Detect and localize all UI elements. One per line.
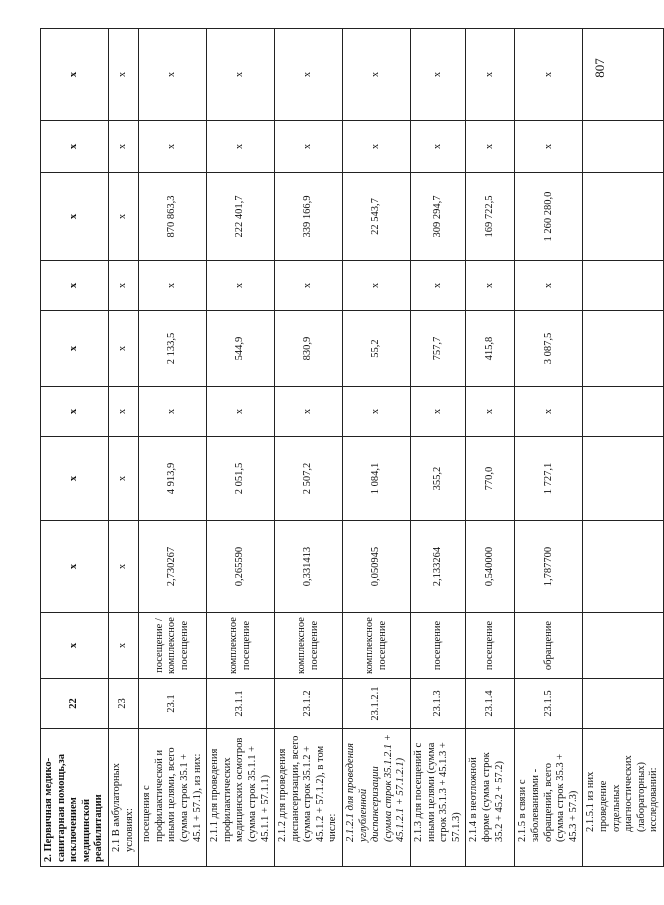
- unit-cell: посещение / комплексное посещение: [139, 613, 207, 679]
- table-row: [207, 29, 275, 867]
- value-cell: х: [275, 121, 343, 173]
- value-cell: х: [207, 261, 275, 311]
- value-cell: х: [343, 29, 411, 121]
- page-number: 807: [591, 58, 607, 78]
- row-name-cell: 2.1.2.1 для проведения углубленной диспансеризации (сумма строк 35.1.2.1 + 45.1.2.1 + 57.1.2.1): [343, 729, 411, 867]
- value-cell: х: [41, 121, 109, 173]
- value-cell: 222 401,7: [207, 173, 275, 261]
- value-cell: х: [41, 29, 109, 121]
- value-cell: х: [411, 387, 466, 437]
- unit-cell: посещение: [411, 613, 466, 679]
- value-cell: х: [139, 261, 207, 311]
- value-cell: 870 863,3: [139, 173, 207, 261]
- table-row: [275, 29, 343, 867]
- table-row: [41, 29, 109, 867]
- row-name-cell: 2.1.4 в неотложной форме (сумма строк 35.2 + 45.2 + 57.2): [466, 729, 515, 867]
- value-cell: х: [466, 261, 515, 311]
- value-cell: х: [515, 121, 583, 173]
- value-cell: х: [343, 261, 411, 311]
- value-cell: 55,2: [343, 311, 411, 387]
- value-cell: х: [108, 311, 138, 387]
- row-code-cell: 23.1.1: [207, 679, 275, 729]
- value-cell: 770,0: [466, 437, 515, 521]
- row-code-cell: 23.1.5: [515, 679, 583, 729]
- table-row: [411, 29, 466, 867]
- row-name-cell: 2.1.2 для проведения диспансеризации, всего (сумма строк 35.1.2 + 45.1.2 + 57.1.2), в том числе:: [275, 729, 343, 867]
- value-cell: х: [108, 387, 138, 437]
- value-cell: х: [108, 521, 138, 613]
- row-name-cell: 2.1.5.1 из них проведение отдельных диагностических (лабораторных) исследований:: [583, 729, 664, 867]
- value-cell: х: [275, 387, 343, 437]
- row-name-cell: посещения с профилактической и иными целями, всего (сумма строк 35.1 + 45.1 + 57.1), из них:: [139, 729, 207, 867]
- value-cell: х: [275, 29, 343, 121]
- table-row: [583, 29, 664, 867]
- value-cell: х: [41, 311, 109, 387]
- value-cell: х: [411, 29, 466, 121]
- value-cell: [583, 173, 664, 261]
- value-cell: х: [108, 261, 138, 311]
- table-body: [41, 29, 664, 867]
- value-cell: 0,265590: [207, 521, 275, 613]
- row-code-cell: 23: [108, 679, 138, 729]
- row-name-cell: 2. Первичная медико-санитарная помощь,за исключением медицинской реабилитации: [41, 729, 109, 867]
- tariff-table: [40, 28, 664, 867]
- value-cell: х: [515, 261, 583, 311]
- value-cell: [583, 261, 664, 311]
- row-name-cell: 2.1.5 в связи с заболеваниями - обращений, всего (сумма строк 35.3 + 45.3 + 57.3): [515, 729, 583, 867]
- table-row: [466, 29, 515, 867]
- value-cell: х: [515, 29, 583, 121]
- row-code-cell: 22: [41, 679, 109, 729]
- value-cell: х: [41, 261, 109, 311]
- row-code-cell: 23.1.2: [275, 679, 343, 729]
- value-cell: [583, 121, 664, 173]
- value-cell: 4 913,9: [139, 437, 207, 521]
- value-cell: х: [108, 121, 138, 173]
- value-cell: х: [207, 121, 275, 173]
- value-cell: 0,331413: [275, 521, 343, 613]
- value-cell: х: [41, 437, 109, 521]
- value-cell: х: [139, 387, 207, 437]
- value-cell: 2 051,5: [207, 437, 275, 521]
- value-cell: 1 084,1: [343, 437, 411, 521]
- value-cell: 355,2: [411, 437, 466, 521]
- value-cell: 0,540000: [466, 521, 515, 613]
- value-cell: 2 133,5: [139, 311, 207, 387]
- value-cell: х: [411, 121, 466, 173]
- table-row: [515, 29, 583, 867]
- value-cell: [583, 521, 664, 613]
- value-cell: 830,9: [275, 311, 343, 387]
- table-row: [139, 29, 207, 867]
- unit-cell: х: [108, 613, 138, 679]
- value-cell: х: [41, 387, 109, 437]
- value-cell: х: [41, 521, 109, 613]
- unit-cell: комплексное посещение: [207, 613, 275, 679]
- value-cell: [583, 387, 664, 437]
- value-cell: х: [343, 121, 411, 173]
- value-cell: х: [139, 29, 207, 121]
- value-cell: х: [207, 29, 275, 121]
- value-cell: х: [466, 121, 515, 173]
- value-cell: 22 543,7: [343, 173, 411, 261]
- row-code-cell: 23.1.3: [411, 679, 466, 729]
- value-cell: х: [343, 387, 411, 437]
- value-cell: [583, 437, 664, 521]
- row-name-cell: 2.1 В амбулаторных условиях:: [108, 729, 138, 867]
- value-cell: х: [108, 29, 138, 121]
- value-cell: х: [466, 387, 515, 437]
- value-cell: х: [207, 387, 275, 437]
- value-cell: х: [41, 173, 109, 261]
- value-cell: 1,787700: [515, 521, 583, 613]
- value-cell: 2,133264: [411, 521, 466, 613]
- row-name-cell: 2.1.1 для проведения профилактических медицинских осмотров (сумма строк 35.1.1 + 45.1.1 + 57.1.1): [207, 729, 275, 867]
- value-cell: 415,8: [466, 311, 515, 387]
- value-cell: 339 166,9: [275, 173, 343, 261]
- unit-cell: обращение: [515, 613, 583, 679]
- value-cell: 1 260 280,0: [515, 173, 583, 261]
- row-code-cell: [583, 679, 664, 729]
- unit-cell: комплексное посещение: [275, 613, 343, 679]
- value-cell: [583, 311, 664, 387]
- unit-cell: комплексное посещение: [343, 613, 411, 679]
- table-row: [108, 29, 138, 867]
- row-code-cell: 23.1.2.1: [343, 679, 411, 729]
- value-cell: 309 294,7: [411, 173, 466, 261]
- table-row: [343, 29, 411, 867]
- value-cell: 2,730267: [139, 521, 207, 613]
- value-cell: х: [108, 173, 138, 261]
- row-code-cell: 23.1: [139, 679, 207, 729]
- unit-cell: [583, 613, 664, 679]
- value-cell: х: [515, 387, 583, 437]
- value-cell: 2 507,2: [275, 437, 343, 521]
- value-cell: х: [466, 29, 515, 121]
- value-cell: 544,9: [207, 311, 275, 387]
- value-cell: 1 727,1: [515, 437, 583, 521]
- unit-cell: х: [41, 613, 109, 679]
- value-cell: 0,050945: [343, 521, 411, 613]
- value-cell: 3 087,5: [515, 311, 583, 387]
- row-code-cell: 23.1.4: [466, 679, 515, 729]
- value-cell: 169 722,5: [466, 173, 515, 261]
- value-cell: 757,7: [411, 311, 466, 387]
- unit-cell: посещение: [466, 613, 515, 679]
- row-name-cell: 2.1.3 для посещений с иными целями (сумма строк 35.1.3 + 45.1.3 + 57.1.3): [411, 729, 466, 867]
- value-cell: х: [139, 121, 207, 173]
- value-cell: х: [108, 437, 138, 521]
- value-cell: х: [275, 261, 343, 311]
- value-cell: х: [411, 261, 466, 311]
